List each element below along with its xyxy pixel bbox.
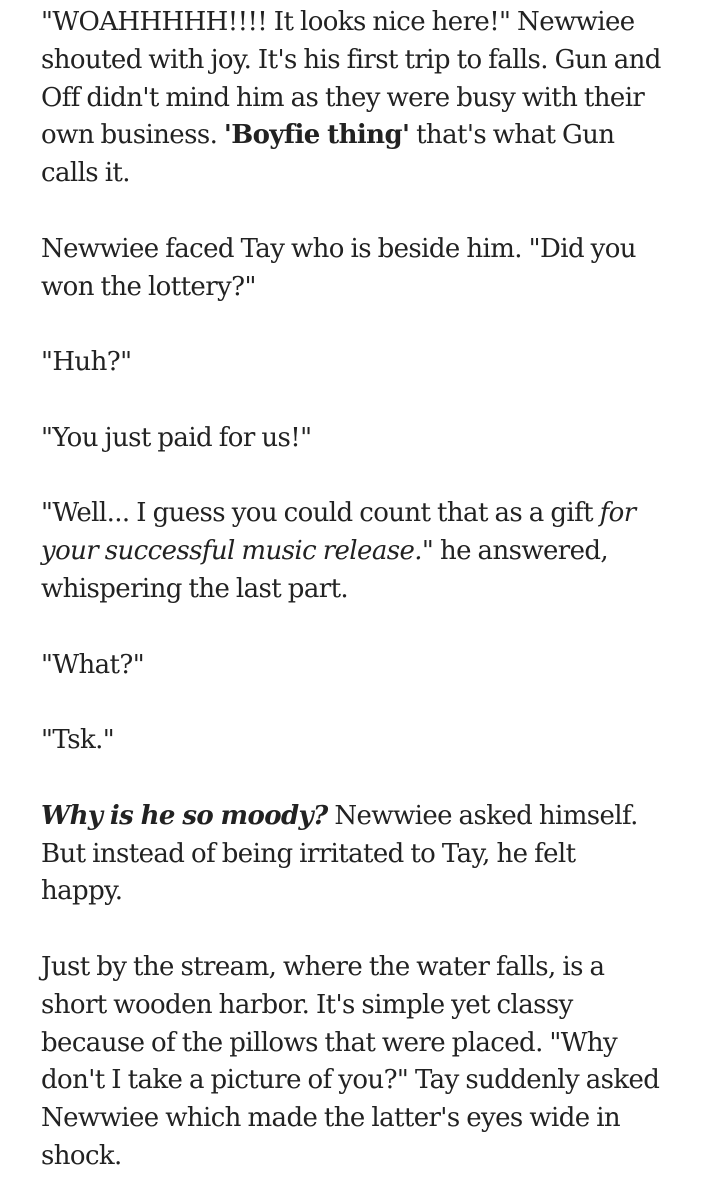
dialogue-what: "What?" xyxy=(41,649,145,680)
paragraph-moody xyxy=(41,798,661,911)
boyfie-thing-phrase: 'Boyfie thing' xyxy=(223,120,410,151)
dialogue-huh: "Huh?" xyxy=(41,347,132,378)
paragraph-gift-text: "Well... I guess you could count that as a gift xyxy=(41,498,600,529)
music-release-phrase: for your successful music release. xyxy=(41,498,636,567)
story-text xyxy=(41,4,661,1176)
paragraph-lottery: Newwiee faced Tay who is beside him. "Did you won the lottery?" xyxy=(41,233,636,302)
paragraph-harbor: Just by the stream, where the water falls, is a short wooden harbor. It's simple yet classy because of the pillows that were placed. "Why don't I take a picture of you?" Tay suddenly asked Newwiee which made the latter's eyes wide in shock. xyxy=(41,951,660,1171)
paragraph-moody-tail: Newwiee asked himself. But instead of being irritated to Tay, he felt happy. xyxy=(41,800,638,907)
paragraph-gift-tail: " he answered, whispering the last part. xyxy=(41,536,609,604)
paragraph-gift xyxy=(41,495,661,608)
moody-thought: Why is he so moody? xyxy=(41,800,328,831)
paragraph-arrival-tail: that's what Gun calls it. xyxy=(41,120,615,189)
paragraph-arrival-text: "WOAHHHHH!!!! It looks nice here!" Newwiee shouted with joy. It's his first trip to falls. Gun and Off didn't mind him as they were busy with their own business. xyxy=(41,7,661,151)
paragraph-arrival xyxy=(41,4,661,193)
dialogue-tsk: "Tsk." xyxy=(41,725,115,756)
dialogue-paid: "You just paid for us!" xyxy=(41,422,312,453)
